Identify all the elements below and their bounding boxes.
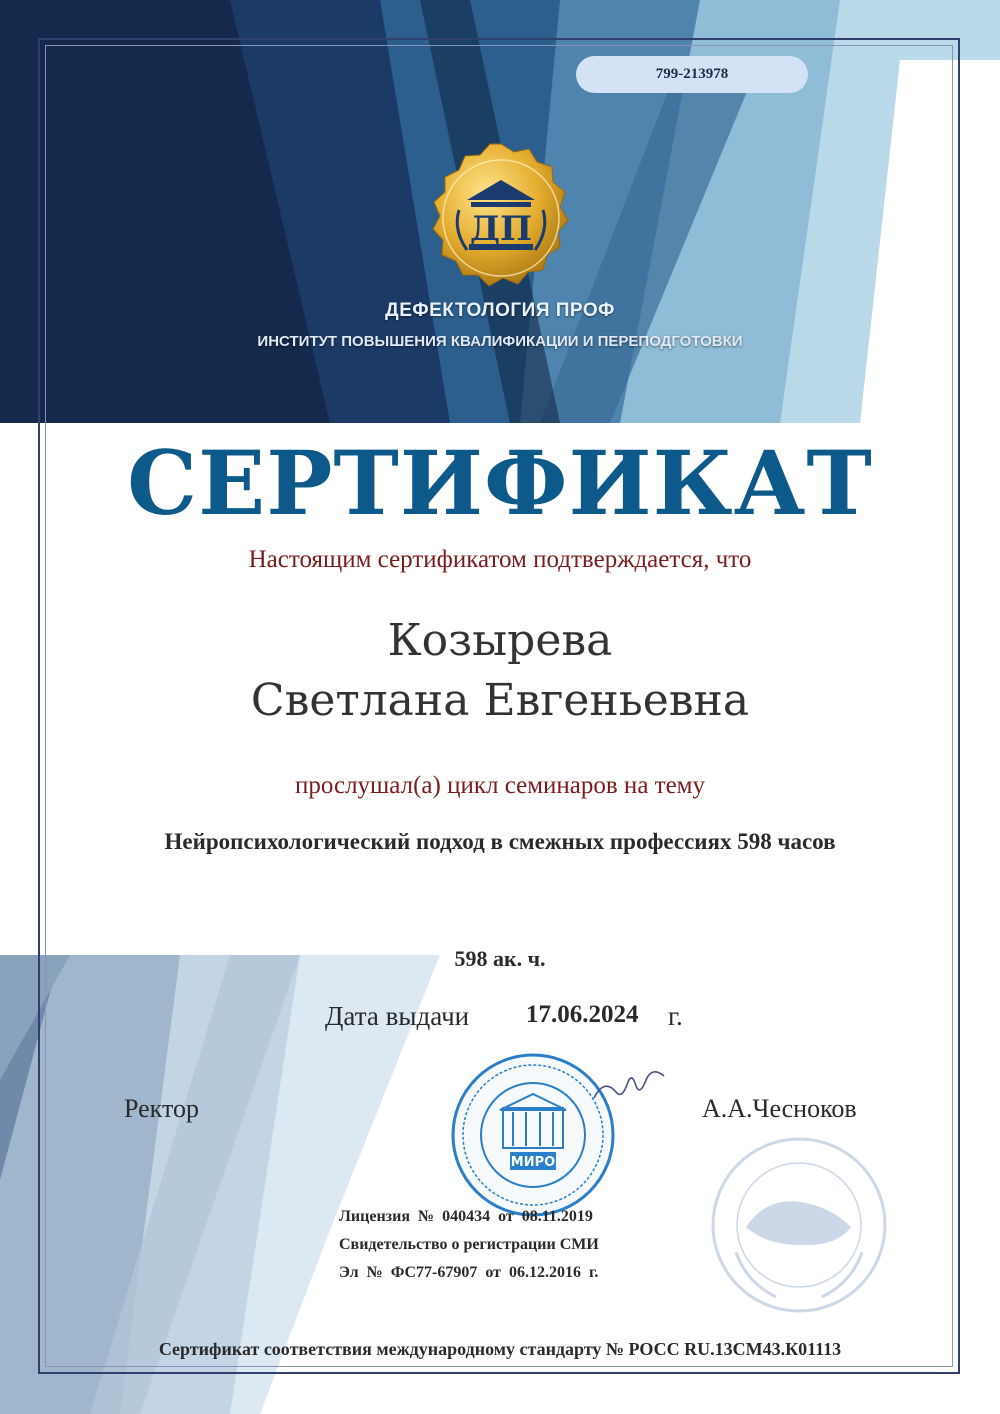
stamp-text: МИРО <box>510 1155 556 1170</box>
confirm-text: Настоящим сертификатом подтверждается, что <box>248 546 752 573</box>
org-subtitle: ИНСТИТУТ ПОВЫШЕНИЯ КВАЛИФИКАЦИИ И ПЕРЕПОДГОТОВКИ <box>257 333 743 350</box>
certificate-title: СЕРТИФИКАТ <box>127 431 873 535</box>
rector-label: Ректор <box>124 1094 199 1123</box>
license-line: Лицензия № 040434 от 08.11.2019 <box>339 1208 593 1225</box>
seminar-topic: Нейропсихологический подход в смежных профессиях 598 часов <box>164 829 836 854</box>
recipient-given-names: Светлана Евгеньевна <box>250 675 750 726</box>
signature-icon <box>590 1068 670 1108</box>
issue-date: 17.06.2024 <box>526 1001 639 1028</box>
recipient-surname: Козырева <box>387 615 613 666</box>
seal-letters: ДП <box>469 209 533 249</box>
issue-date-label: Дата выдачи <box>325 1001 470 1031</box>
media-registration-line: Свидетельство о регистрации СМИ <box>339 1236 599 1253</box>
standard-certificate-line: Сертификат соответствия международному стандарту № РОСС RU.13СМ43.К01113 <box>158 1339 842 1359</box>
rector-name: А.А.Чесноков <box>702 1094 857 1123</box>
media-registration-number: Эл № ФС77-67907 от 06.12.2016 г. <box>339 1264 599 1281</box>
org-name: ДЕФЕКТОЛОГИЯ ПРОФ <box>385 300 615 321</box>
gold-seal-icon <box>423 140 579 296</box>
academic-hours: 598 ак. ч. <box>454 946 546 971</box>
certificate-number-badge: 799-213978 <box>576 56 808 93</box>
listened-text: прослушал(а) цикл семинаров на тему <box>294 772 706 799</box>
registry-seal-icon <box>706 1132 892 1318</box>
issue-date-suffix: г. <box>668 1001 683 1031</box>
